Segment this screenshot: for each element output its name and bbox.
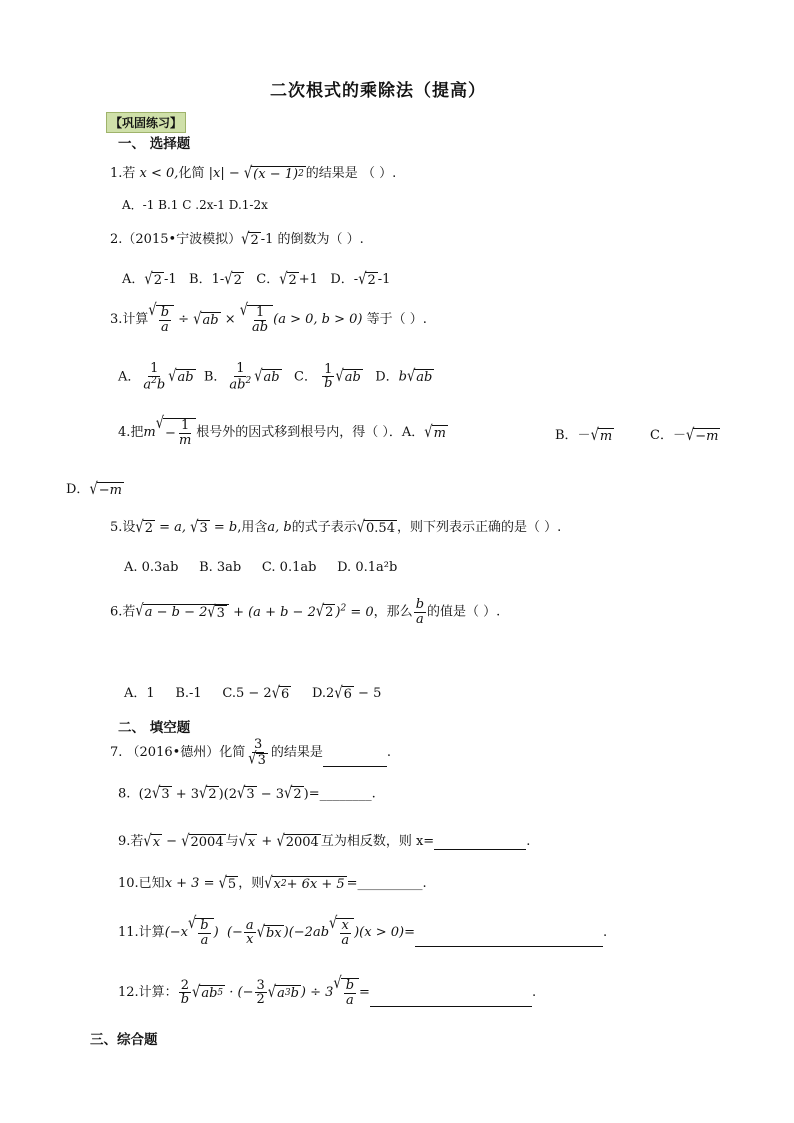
q5-text4: ，则下列表示正确的是（ ）. (396, 520, 562, 535)
q3-text2: 等于（ ）. (366, 312, 427, 328)
q9-text3: 互为相反数，则 x= (320, 834, 435, 849)
q2-opt-d: D．- (330, 272, 359, 287)
q5-text2: ,用含 (237, 520, 268, 535)
q7-end: . (386, 745, 392, 761)
q11-answer-blank[interactable] (415, 934, 603, 947)
q3-options: A． $\frac{1}{a^2b}$ √ ab B． $\frac{1}{ab^2}$ √ ab C． $\frac{1}{b}$ √ ab D．b √ ab (118, 361, 433, 392)
q8-text: 8. (118, 786, 131, 802)
q6-text3: 的值是（ ）. (427, 604, 501, 620)
q1-options: A．-1 B.1 C .2x-1 D.1-2x (122, 198, 268, 212)
q4-option-c: C．－ √ −m (650, 425, 719, 445)
q2-opt-b: B．1- (189, 272, 225, 287)
q3-opt-b: B． (203, 369, 227, 385)
question-2 (110, 228, 364, 248)
question-10: 10.已知x + 3 = √ 5 ，则 √ x 2 + 6x + 5 =__________. (118, 873, 427, 893)
q4-opt-d-label: D． (66, 482, 90, 497)
q1-text2: 的结果是 (305, 166, 358, 181)
question-4: 4.把m √ − $\frac{1}{m}$ 根号外的因式移到根号内，得（ ）．A． √ m (118, 414, 446, 448)
q4-opt-b-label: B．－ (555, 428, 591, 443)
q9-end: . (526, 834, 531, 849)
q6-text: 6.若 (110, 604, 136, 620)
q6-opt-c: C. (222, 686, 236, 701)
q9-text: 9.若 (118, 834, 144, 849)
q6-opt-d: D. (311, 686, 327, 701)
q4-option-d: D． √ −m (66, 479, 122, 499)
q2-opt-a-tail: -1 (163, 272, 177, 287)
question-6: 6.若 √ a − b − 2 √ 3 + (a + b − 2 √ 2 )$^2$ = 0，那么 $\frac{b}{a}$ 的值是（ ）. (110, 597, 501, 627)
q7-text: 7. （2016•德州）化简 (110, 745, 246, 761)
q2-opt-a: A． (122, 272, 145, 287)
q9-answer-blank[interactable] (434, 837, 526, 850)
q4-text2: 根号外的因式移到根号内，得（ ）．A． (196, 425, 425, 441)
section-tag: 【巩固练习】 (106, 112, 186, 133)
q10-text2: ，则 (238, 876, 265, 891)
q12-answer-blank[interactable] (370, 994, 532, 1007)
section-heading-fill: 二、 填空题 (118, 720, 191, 736)
q3-opt-d: D． (375, 369, 399, 385)
q6-opt-a: A．1 (124, 686, 155, 701)
q10-end: =__________. (346, 876, 427, 891)
page-title: 二次根式的乘除法（提高） (270, 81, 486, 101)
q7-answer-blank[interactable] (323, 754, 387, 767)
q3-text: 3.计算 (110, 312, 149, 328)
q11-text: 11.计算 (118, 925, 165, 941)
question-11: 11.计算(−x √ $\frac{b}{a}$ ) (− $\frac{a}{x}$ √ bx )(−2ab √ $\frac{x}{a}$ )(x > 0)= . (118, 914, 608, 948)
q8-end: =________. (308, 786, 376, 802)
q12-end: = (359, 985, 370, 1001)
q5-opt-a: A. 0.3ab (124, 560, 179, 575)
q12-period: . (531, 985, 537, 1001)
q3-expression: √ $\frac{b}{a}$ ÷ √ ab × √ $\frac{1}{ab}$ (a > 0, b > 0) (148, 301, 363, 335)
q10-text: 10.已知 (118, 876, 165, 891)
q12-text: 12.计算： (118, 985, 178, 1001)
q2-text: 2.（2015•宁波模拟） (110, 232, 242, 247)
q2-opt-c: C． (256, 272, 280, 287)
q3-opt-c: C． (294, 369, 317, 385)
question-7: 7. （2016•德州）化简 3 √ 3 的结果是 . (110, 737, 392, 769)
question-8: 8. (2 √ 3 + 3 √ 2 )(2 √ 3 − 3 √ 2 )=________. (118, 784, 376, 803)
q2-text2: -1 的倒数为（ ）. (260, 232, 364, 247)
question-3 (110, 301, 427, 335)
q4-opt-c-label: C．－ (650, 428, 686, 443)
q11-end: = (404, 925, 415, 941)
q5-text3: 的式子表示 (291, 520, 357, 535)
question-9: 9.若 √ x − √ 2004 与 √ x + √ 2004 互为相反数，则 x= . (118, 831, 531, 851)
q5-options (124, 560, 397, 575)
q3-opt-a: A． (118, 369, 141, 385)
q3-condition: (a > 0, b > 0) (273, 312, 363, 328)
section-heading-comprehensive: 三、综合题 (90, 1032, 158, 1048)
q1-expression: |x| − √ (x − 1) 2 (208, 163, 304, 183)
q2-opt-c-tail: +1 (298, 272, 318, 287)
question-5: 5.设 √ 2 = a, √ 3 = b,用含a, b的式子表示 √ 0.54 ，则下列表示正确的是（ ）. (110, 517, 562, 537)
q5-text: 5.设 (110, 520, 136, 535)
q6-text2: ，那么 (373, 604, 413, 620)
q6-options: A．1 B.-1 C.5 − 2 √ 6 D.2 √ 6 − 5 (124, 683, 382, 703)
q2-opt-d-tail: -1 (377, 272, 391, 287)
q1-condition: x < 0, (139, 166, 179, 181)
q4-option-b: B．－ √ m (555, 425, 613, 445)
q1-text: 化简 (178, 166, 205, 181)
q5-opt-d: D. 0.1a²b (337, 560, 398, 575)
q5-opt-b: B. 3ab (199, 560, 242, 575)
question-12: 12.计算： $\frac{2}{b}$ √ ab 5 · (− $\frac{3}{2}$ √ a 3 b ) ÷ 3 √ $\frac{b}{a}$ = . (118, 974, 537, 1008)
q7-text2: 的结果是 (270, 745, 323, 761)
question-1 (110, 162, 396, 182)
q1-number: 1.若 (110, 166, 136, 181)
q6-opt-b: B.-1 (175, 686, 202, 701)
q5-opt-c: C. 0.1ab (261, 560, 317, 575)
q9-text2: 与 (225, 834, 239, 849)
q11-period: . (602, 925, 608, 941)
section-heading-choice: 一、 选择题 (118, 136, 191, 152)
q1-paren: （ ）. (361, 166, 397, 181)
q2-options: A． √ 2 -1 B．1- √ 2 C． √ 2 +1 D．- √ 2 -1 (122, 269, 391, 289)
q4-text: 4.把 (118, 425, 144, 441)
q2-sqrt2: √ 2 (241, 229, 259, 249)
